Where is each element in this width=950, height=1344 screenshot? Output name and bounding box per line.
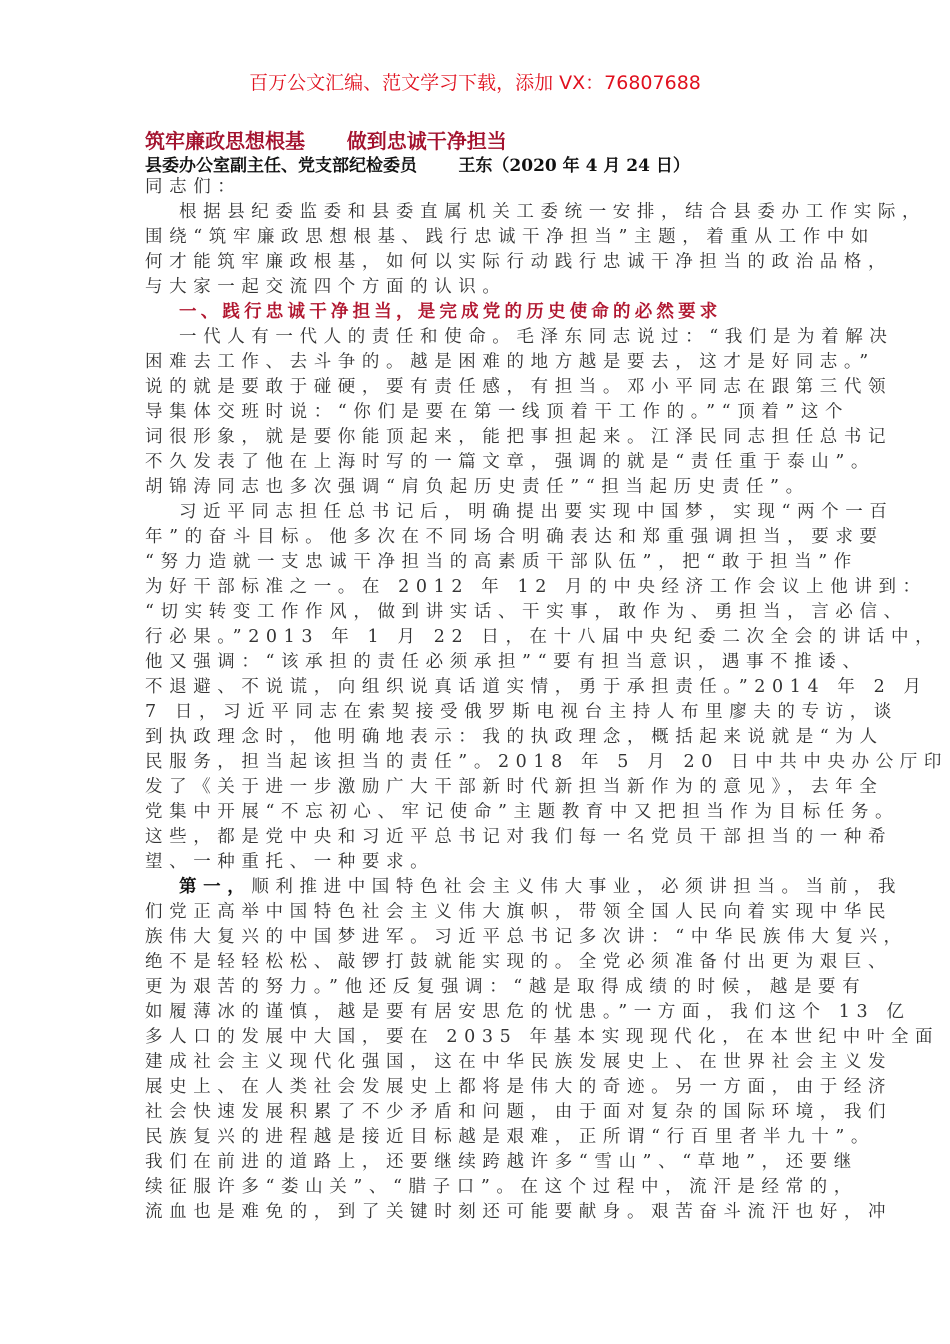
line-text: “切实转变工作作风，做到讲实话、干实事，敢作为、勇担当，言必信、 [145, 602, 908, 622]
text-line [145, 575, 927, 600]
text-line [145, 700, 898, 725]
line-text: “努力造就一支忠诚干净担当的高素质干部队伍”，把“敢于担当”作 [145, 552, 858, 572]
text-line [145, 725, 884, 750]
text-line [145, 600, 908, 625]
line-text: 围绕“筑牢廉政思想根基、践行忠诚干净担当”主题，着重从工作中如 [145, 227, 875, 247]
line-text: 何才能筑牢廉政根基，如何以实际行动践行忠诚干净担当的政治品格， [145, 252, 893, 272]
line-text: 到执政理念时，他明确地表示：我的执政理念，概括起来说就是“为人 [145, 727, 884, 747]
line-text: 民服务，担当起该担当的责任”。2018 年 5 月 20 日中共中央办公厅印 [145, 752, 948, 772]
line-text: 行必果。”2013 年 1 月 22 日，在十八届中央纪委二次全会的讲话中， [145, 627, 940, 647]
line-text: 他又强调：“该承担的责任必须承担”“要有担当意识，遇事不推诿、 [145, 652, 867, 672]
text-line [145, 1050, 893, 1075]
text-line [145, 1175, 858, 1200]
line-text: 词很形象，就是要你能顶起来，能把事担起来。江泽民同志担任总书记 [145, 427, 893, 447]
text-line [145, 500, 894, 525]
line-text: 一代人有一代人的责任和使命。毛泽东同志说过：“我们是为着解决 [179, 327, 894, 347]
line-text: 年”的奋斗目标。他多次在不同场合明确表达和郑重强调担当，要求要 [145, 527, 884, 547]
line-text: 一、践行忠诚干净担当，是完成党的历史使命的必然要求 [179, 302, 722, 322]
text-line [145, 975, 867, 1000]
line-text: 与大家一起交流四个方面的认识。 [145, 277, 507, 297]
text-line [145, 900, 893, 925]
line-text: 说的就是要敢于碰硬，要有责任感，有担当。邓小平同志在跟第三代领 [145, 377, 893, 397]
line-text: 社会快速发展积累了不少矛盾和问题，由于面对复杂的国际环境，我们 [145, 1102, 893, 1122]
line-text: 民族复兴的进程越是接近目标越是艰难，正所谓“行百里者半九十”。 [145, 1127, 875, 1147]
text-line [145, 925, 908, 950]
line-text: 这些，都是党中央和习近平总书记对我们每一名党员干部担当的一种希 [145, 827, 893, 847]
download-banner: 百万公文汇编、范文学习下载，添加 VX：76807688 [249, 72, 701, 94]
text-line [145, 475, 825, 500]
line-text: 流血也是难免的，到了关键时刻还可能要献身。艰苦奋斗流汗也好，冲 [145, 1202, 893, 1222]
line-text: 们党正高举中国特色社会主义伟大旗帜，带领全国人民向着实现中华民 [145, 902, 893, 922]
text-line [145, 350, 875, 375]
line-text: 展史上、在人类社会发展史上都将是伟大的奇迹。另一方面，由于经济 [145, 1077, 893, 1097]
text-line [145, 175, 825, 200]
text-line [145, 550, 858, 575]
text-line [145, 450, 875, 475]
line-text: 我们在前进的道路上，还要继续跨越许多“雪山”、“草地”，还要继 [145, 1152, 858, 1172]
line-text: 同志们： [145, 177, 242, 197]
line-text: 顺利推进中国特色社会主义伟大事业，必须讲担当。当前，我 [251, 877, 903, 897]
text-line [145, 800, 900, 825]
text-line [145, 1000, 911, 1025]
bold-lead: 第一， [179, 877, 252, 897]
author-byline: 县委办公室副主任、党支部纪检委员 王东（2020 年 4 月 24 日） [145, 156, 690, 176]
text-line [145, 225, 875, 250]
line-text: 发了《关于进一步激励广大干部新时代新担当新作为的意见》，去年全 [145, 777, 884, 797]
line-text: 为好干部标准之一。在 2012 年 12 月的中央经济工作会议上他讲到： [145, 577, 927, 597]
line-text: 绝不是轻轻松松、敲锣打鼓就能实现的。全党必须准备付出更为艰巨、 [145, 952, 893, 972]
document-body [145, 175, 948, 1225]
text-line [145, 200, 927, 225]
text-line [145, 750, 948, 775]
line-text: 困难去工作、去斗争的。越是困难的地方越是要去，这才是好同志。” [145, 352, 875, 372]
text-line [145, 1150, 858, 1175]
text-line [145, 775, 884, 800]
text-line [145, 1100, 893, 1125]
line-text: 不退避、不说谎，向组织说真话道实情，勇于承担责任。”2014 年 2 月 [145, 677, 928, 697]
text-line [145, 950, 893, 975]
text-line [145, 675, 928, 700]
line-text: 不久发表了他在上海时写的一篇文章，强调的就是“责任重于泰山”。 [145, 452, 875, 472]
line-text: 党集中开展“不忘初心、牢记使命”主题教育中又把担当作为目标任务。 [145, 802, 900, 822]
text-line [145, 825, 893, 850]
line-text: 建成社会主义现代化强国，这在中华民族发展史上、在世界社会主义发 [145, 1052, 893, 1072]
text-line [145, 325, 894, 350]
text-line [145, 1025, 940, 1050]
text-line [145, 875, 903, 900]
line-text: 多人口的发展中大国，要在 2035 年基本实现现代化，在本世纪中叶全面 [145, 1027, 940, 1047]
line-text: 望、一种重托、一种要求。 [145, 852, 435, 872]
line-text: 习近平同志担任总书记后，明确提出要实现中国梦，实现“两个一百 [179, 502, 894, 522]
text-line [145, 250, 893, 275]
text-line [145, 650, 867, 675]
line-text: 7 日，习近平同志在索契接受俄罗斯电视台主持人布里廖夫的专访，谈 [145, 702, 898, 722]
text-line [145, 400, 850, 425]
line-text: 胡锦涛同志也多次强调“肩负起历史责任”“担当起历史责任”。 [145, 477, 810, 497]
text-line [145, 525, 884, 550]
text-line [145, 425, 893, 450]
text-line [145, 1075, 893, 1100]
line-text: 根据县纪委监委和县委直属机关工委统一安排，结合县委办工作实际， [179, 202, 927, 222]
line-text: 导集体交班时说：“你们是要在第一线顶着干工作的。”“顶着”这个 [145, 402, 850, 422]
text-line [145, 850, 825, 875]
text-line [145, 275, 825, 300]
document-title: 筑牢廉政思想根基 做到忠诚干净担当 [145, 129, 507, 153]
line-text: 族伟大复兴的中国梦进军。习近平总书记多次讲：“中华民族伟大复兴， [145, 927, 908, 947]
line-text: 更为艰苦的努力。”他还反复强调：“越是取得成绩的时候，越是要有 [145, 977, 867, 997]
text-line [145, 375, 893, 400]
text-line [145, 1200, 893, 1225]
text-line [145, 625, 940, 650]
text-line [145, 1125, 875, 1150]
section-heading [145, 300, 825, 325]
line-text: 如履薄冰的谨慎，越是要有居安思危的忧患。”一方面，我们这个 13 亿 [145, 1002, 911, 1022]
line-text: 续征服许多“娄山关”、“腊子口”。在这个过程中，流汗是经常的， [145, 1177, 858, 1197]
